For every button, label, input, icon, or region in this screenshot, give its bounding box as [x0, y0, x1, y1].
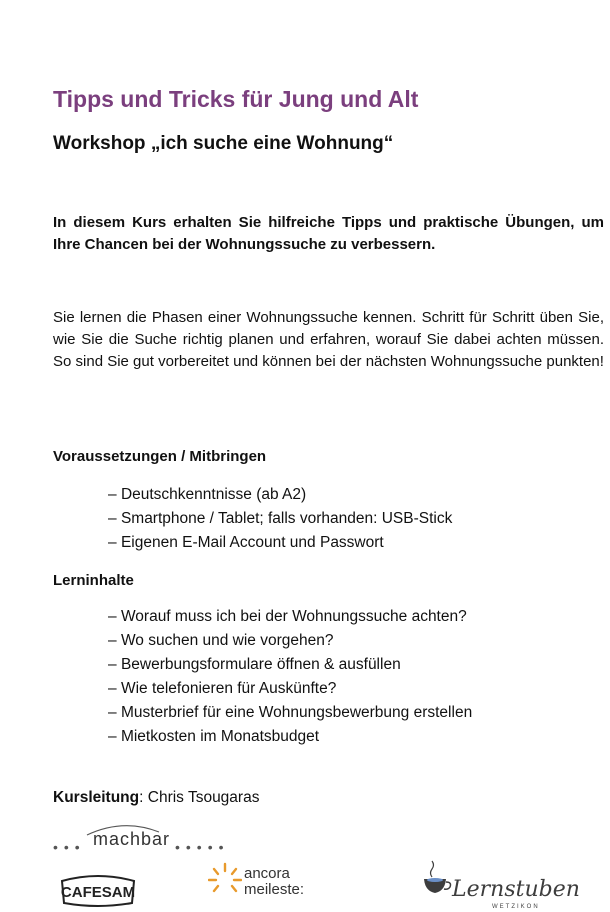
description-paragraph: Sie lernen die Phasen einer Wohnungssuche kennen. Schritt für Schritt üben Sie, wie Sie die Suche richtig planen und erfahren, worauf Sie dabei achten müssen. So sind Sie gut vorbereitet und können bei der nächsten Wohnungssuche punkten!: [53, 309, 604, 370]
teacup-icon: [420, 859, 454, 899]
ancora-logo: [208, 862, 328, 902]
machbar-logo: ••• machbar •••••: [53, 822, 243, 858]
list-item: – Musterbrief für eine Wohnungsbewerbung erstellen: [108, 701, 472, 725]
list-item: – Worauf muss ich bei der Wohnungssuche achten?: [108, 605, 472, 629]
page-subtitle: Workshop „ich suche eine Wohnung“: [53, 133, 394, 154]
ancora-sun-icon: [208, 862, 242, 898]
list-item: – Bewerbungsformulare öffnen & ausfüllen: [108, 653, 472, 677]
list-item: – Smartphone / Tablet; falls vorhanden: USB-Stick: [108, 507, 452, 531]
learning-list: [108, 605, 472, 749]
lernstuben-logo: [418, 857, 580, 911]
ancora-logo-text: ancora meileste:: [244, 865, 305, 898]
list-item: – Wie telefonieren für Auskünfte?: [108, 677, 472, 701]
cafesam-logo-text: CAFESAM: [60, 884, 136, 901]
cafesam-badge-icon: [58, 873, 138, 907]
list-item: – Deutschkenntnisse (ab A2): [108, 483, 452, 507]
machbar-logo-text: machbar: [93, 829, 171, 849]
course-lead-label: Kursleitung: [53, 789, 140, 806]
list-item: – Eigenen E-Mail Account und Passwort: [108, 531, 452, 555]
requirements-heading: Voraussetzungen / Mitbringen: [53, 448, 267, 465]
page-title: Tipps und Tricks für Jung und Alt: [53, 86, 419, 112]
list-item: – Mietkosten im Monatsbudget: [108, 725, 472, 749]
course-lead: Kursleitung: Chris Tsougaras: [53, 789, 260, 806]
learning-heading: Lerninhalte: [53, 572, 134, 589]
lernstuben-logo-text: Lernstuben: [452, 877, 580, 902]
lernstuben-logo-subtext: WETZIKON: [492, 904, 540, 910]
list-item: – Wo suchen und wie vorgehen?: [108, 629, 472, 653]
cafesam-logo: [58, 873, 138, 907]
course-lead-name: Chris Tsougaras: [147, 789, 260, 806]
requirements-list: [108, 483, 452, 555]
intro-paragraph: In diesem Kurs erhalten Sie hilfreiche Tipps und praktische Übungen, um Ihre Chancen bei der Wohnungssuche zu verbessern.: [53, 214, 604, 253]
